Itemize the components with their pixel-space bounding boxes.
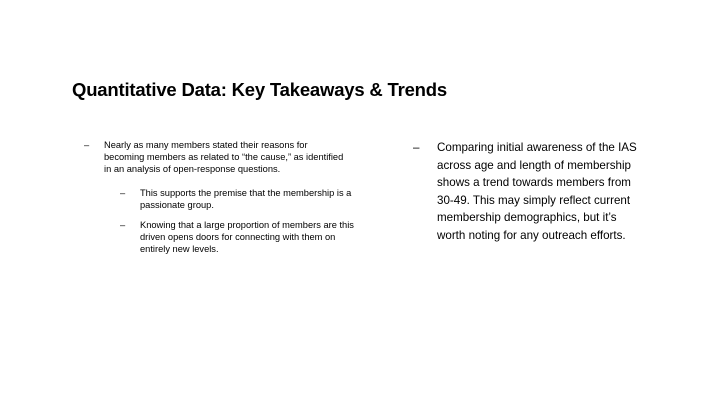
bullet-main xyxy=(84,139,354,175)
sub-bullet-2 xyxy=(120,219,354,255)
sub-bullet-1 xyxy=(120,187,354,211)
sub-bullet-text: Knowing that a large proportion of members are this driven opens doors for connecting with them on entirely new levels. xyxy=(140,220,354,254)
bullet-dash: – xyxy=(84,140,90,150)
sub-bullet-text: This supports the premise that the membership is a passionate group. xyxy=(140,188,352,210)
bullet-dash: – xyxy=(413,141,420,154)
sub-bullet-dash: – xyxy=(120,188,126,198)
bullet-text: Nearly as many members stated their reasons for becoming members as related to “the cause,” as identified in an analysis of open-response questions. xyxy=(104,140,344,174)
bullet-text: Comparing initial awareness of the IAS across age and length of membership shows a trend towards members from 30-49. This may simply reflect current membership demographics, but it’s worth noting for any outreach efforts. xyxy=(437,141,637,242)
slide-title: Quantitative Data: Key Takeaways & Trends xyxy=(72,79,447,100)
bullet-right xyxy=(413,139,638,244)
left-column xyxy=(84,139,354,255)
right-column xyxy=(413,139,638,244)
sub-bullet-dash: – xyxy=(120,220,126,230)
